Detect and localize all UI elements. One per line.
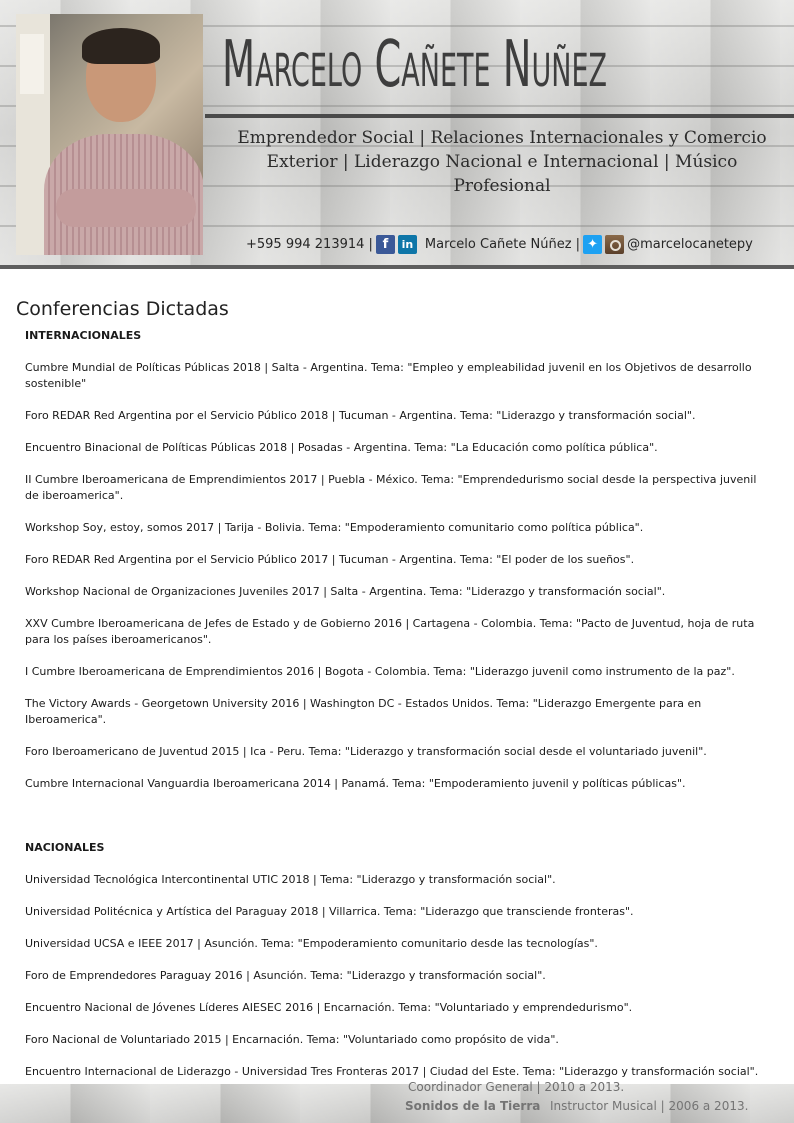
national-list [25, 872, 770, 1080]
twitter-icon[interactable]: ✦ [583, 235, 602, 254]
list-item: Foro REDAR Red Argentina por el Servicio Público 2018 | Tucuman - Argentina. Tema: "Liderazgo y transformación social". [25, 409, 696, 422]
facebook-icon[interactable]: f [376, 235, 395, 254]
instagram-icon[interactable] [605, 235, 624, 254]
contact-bar [246, 232, 753, 256]
footer-organization: Sonidos de la Tierra [405, 1099, 541, 1113]
list-item: Foro REDAR Red Argentina por el Servicio Público 2017 | Tucuman - Argentina. Tema: "El poder de los sueños". [25, 553, 635, 566]
list-item: Universidad Tecnológica Intercontinental UTIC 2018 | Tema: "Liderazgo y transformación social". [25, 873, 556, 886]
linkedin-icon[interactable]: in [398, 235, 417, 254]
list-item: II Cumbre Iberoamericana de Emprendimientos 2017 | Puebla - México. Tema: "Emprendedurismo social desde la perspectiva juvenil de iberoamerica". [25, 473, 757, 502]
name-underline [205, 114, 794, 118]
list-item: Universidad Politécnica y Artística del Paraguay 2018 | Villarrica. Tema: "Liderazgo que transciende fronteras". [25, 905, 634, 918]
national-heading: NACIONALES [25, 841, 105, 854]
list-item: I Cumbre Iberoamericana de Emprendimientos 2016 | Bogota - Colombia. Tema: "Liderazgo juvenil como instrumento de la paz". [25, 665, 735, 678]
list-item: XXV Cumbre Iberoamericana de Jefes de Estado y de Gobierno 2016 | Cartagena - Colombia. Tema: "Pacto de Juventud, hoja de ruta para los países iberoamericanos". [25, 617, 755, 646]
person-name: Marcelo Cañete Nuñez [222, 28, 608, 102]
list-item: Cumbre Internacional Vanguardia Iberoamericana 2014 | Panamá. Tema: "Empoderamiento juvenil y políticas públicas". [25, 777, 686, 790]
list-item: Foro Nacional de Voluntariado 2015 | Encarnación. Tema: "Voluntariado como propósito de vida". [25, 1033, 559, 1046]
tagline: Emprendedor Social | Relaciones Internacionales y Comercio Exterior | Liderazgo Nacional e Internacional | Músico Profesional [237, 128, 767, 196]
list-item: Workshop Soy, estoy, somos 2017 | Tarija - Bolivia. Tema: "Empoderamiento comunitario como política pública". [25, 521, 644, 534]
conferences-list [25, 328, 770, 1080]
list-item: Encuentro Internacional de Liderazgo - Universidad Tres Fronteras 2017 | Ciudad del Este. Tema: "Liderazgo y transformación social". [25, 1065, 759, 1078]
list-item: Foro de Emprendedores Paraguay 2016 | Asunción. Tema: "Liderazgo y transformación social". [25, 969, 546, 982]
footer-role-2: Instructor Musical | 2006 a 2013. [550, 1099, 749, 1113]
list-item: Foro Iberoamericano de Juventud 2015 | Ica - Peru. Tema: "Liderazgo y transformación social desde el voluntariado juvenil". [25, 745, 707, 758]
list-item: Encuentro Binacional de Políticas Públicas 2018 | Posadas - Argentina. Tema: "La Educación como política pública". [25, 441, 658, 454]
international-heading: INTERNACIONALES [25, 329, 142, 342]
list-item: Encuentro Nacional de Jóvenes Líderes AIESEC 2016 | Encarnación. Tema: "Voluntariado y emprendedurismo". [25, 1001, 633, 1014]
list-item: Workshop Nacional de Organizaciones Juveniles 2017 | Salta - Argentina. Tema: "Liderazgo y transformación social". [25, 585, 666, 598]
header-divider [0, 265, 794, 269]
footer-role: Coordinador General | 2010 a 2013. [408, 1080, 625, 1094]
list-item: The Victory Awards - Georgetown University 2016 | Washington DC - Estados Unidos. Tema: "Liderazgo Emergente para en Iberoamerica". [25, 697, 702, 726]
list-item: Cumbre Mundial de Políticas Públicas 2018 | Salta - Argentina. Tema: "Empleo y empleabilidad juvenil en los Objetivos de desarrollo sostenible" [25, 361, 752, 390]
list-item: Universidad UCSA e IEEE 2017 | Asunción. Tema: "Empoderamiento comunitario desde las tecnologías". [25, 937, 598, 950]
social-handle[interactable]: @marcelocanetepy [627, 236, 753, 252]
phone-number: +595 994 213914 | [246, 236, 373, 252]
section-title: Conferencias Dictadas [16, 298, 229, 320]
profile-photo [16, 14, 203, 255]
social-name: Marcelo Cañete Núñez | [424, 236, 581, 252]
international-list [25, 360, 770, 792]
